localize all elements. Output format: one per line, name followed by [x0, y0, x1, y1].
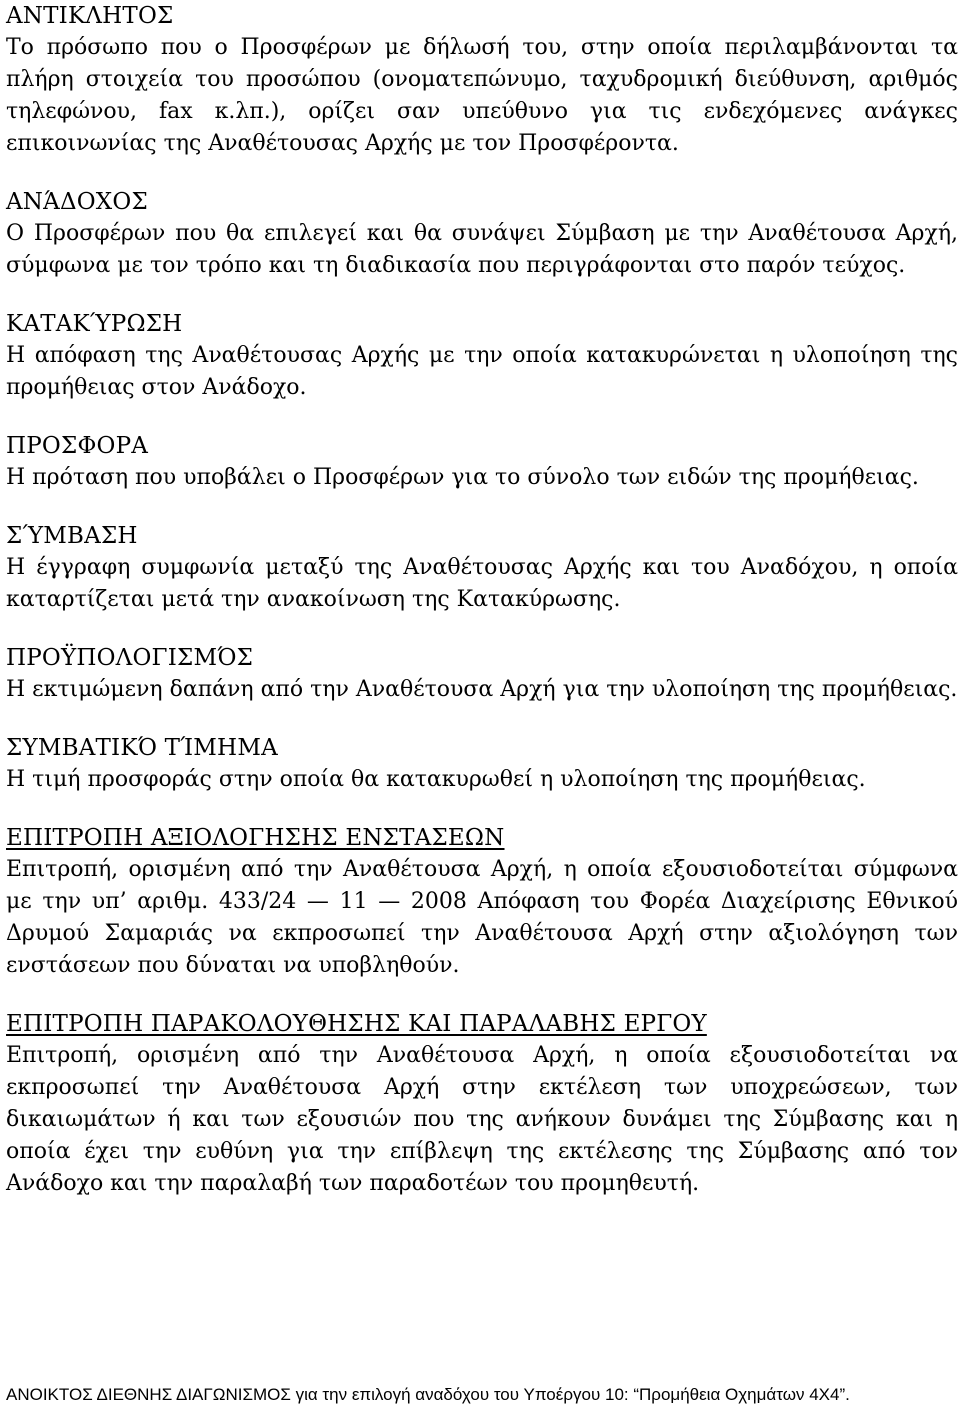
section-gap [6, 404, 958, 430]
section-gap [6, 282, 958, 308]
definition-epitropi-enstaseon [6, 822, 958, 982]
section-gap [6, 494, 958, 520]
section-heading: ΠΡΟΫΠΟΛΟΓΙΣΜΌΣ [6, 645, 254, 671]
section-text: Η πρόταση που υποβάλει ο Προσφέρων για το σύνολο των ειδών της προμήθειας. [6, 465, 919, 490]
section-gap [6, 796, 958, 822]
section-gap [6, 616, 958, 642]
section-text: Το πρόσωπο που ο Προσφέρων με δήλωσή του, στην οποία περιλαμβάνονται τα πλήρη στοιχεία του προσώπου (ονοματεπώνυμο, ταχυδρομική διεύθυνση, αριθμός τηλεφώνου, fax κ.λπ.), ορίζει σαν υπεύθυνο για τις ενδεχόμενες ανάγκες επικοινωνίας της Αναθέτουσας Αρχής με τον Προσφέροντα. [6, 35, 958, 156]
section-text: Η έγγραφη συμφωνία μεταξύ της Αναθέτουσας Αρχής και του Αναδόχου, η οποία καταρτίζεται μετά την ανακοίνωση της Κατακύρωσης. [6, 555, 958, 612]
section-heading: ΚΑΤΑΚΎΡΩΣΗ [6, 311, 183, 337]
definition-katakyrosi [6, 308, 958, 404]
section-heading: ΕΠΙΤΡΟΠΗ ΑΞΙΟΛΟΓΗΣΗΣ ΕΝΣΤΑΣΕΩΝ [6, 825, 505, 851]
definition-prosfora [6, 430, 958, 494]
section-heading: ΑΝΤΙΚΛΗΤΟΣ [6, 3, 174, 29]
section-heading: ΕΠΙΤΡΟΠΗ ΠΑΡΑΚΟΛΟΥΘΗΣΗΣ ΚΑΙ ΠΑΡΑΛΑΒΗΣ ΕΡΓΟΥ [6, 1011, 707, 1037]
section-text: Η εκτιμώμενη δαπάνη από την Αναθέτουσα Αρχή για την υλοποίηση της προμήθειας. [6, 677, 958, 702]
section-text: Ο Προσφέρων που θα επιλεγεί και θα συνάψει Σύμβαση με την Αναθέτουσα Αρχή, σύμφωνα με τον τρόπο και τη διαδικασία που περιγράφονται στο παρόν τεύχος. [6, 221, 958, 278]
definition-proypologismos [6, 642, 958, 706]
page-footer: ΑΝΟΙΚΤΟΣ ΔΙΕΘΝΗΣ ΔΙΑΓΩΝΙΣΜΟΣ για την επιλογή αναδόχου του Υποέργου 10: “Προμήθεια Οχημάτων 4Χ4”. [6, 1385, 850, 1404]
definition-epitropi-paralavis [6, 1008, 958, 1200]
section-heading: ΣΎΜΒΑΣΗ [6, 523, 138, 549]
document-page [6, 0, 958, 1200]
definition-antikliitos [6, 0, 958, 160]
section-gap [6, 982, 958, 1008]
definition-symvatiko-timima [6, 732, 958, 796]
section-gap [6, 706, 958, 732]
section-heading: ΣΥΜΒΑΤΙΚΌ ΤΊΜΗΜΑ [6, 735, 278, 761]
section-heading: ΠΡΟΣΦΟΡΑ [6, 433, 149, 459]
section-text: Επιτροπή, ορισμένη από την Αναθέτουσα Αρχή, η οποία εξουσιοδοτείται σύμφωνα με την υπ’ αριθμ. 433/24 — 11 — 2008 Απόφαση του Φορέα Διαχείρισης Εθνικού Δρυμού Σαμαριάς να εκπροσωπεί την Αναθέτουσα Αρχή στην αξιολόγηση των ενστάσεων που δύναται να υποβληθούν. [6, 857, 958, 978]
section-heading: ΑΝΆΔΟΧΟΣ [6, 189, 148, 215]
definition-symvasi [6, 520, 958, 616]
section-text: Η τιμή προσφοράς στην οποία θα κατακυρωθεί η υλοποίηση της προμήθειας. [6, 767, 866, 792]
section-gap [6, 160, 958, 186]
section-text: Η απόφαση της Αναθέτουσας Αρχής με την οποία κατακυρώνεται η υλοποίηση της προμήθειας στον Ανάδοχο. [6, 343, 958, 400]
section-text: Επιτροπή, ορισμένη από την Αναθέτουσα Αρχή, η οποία εξουσιοδοτείται να εκπροσωπεί την Αναθέτουσα Αρχή στην εκτέλεση των υποχρεώσεων, των δικαιωμάτων ή και των εξουσιών που της ανήκουν δυνάμει της Σύμβασης και η οποία έχει την ευθύνη για την επίβλεψη της εκτέλεσης της Σύμβασης από τον Ανάδοχο και την παραλαβή των παραδοτέων του προμηθευτή. [6, 1043, 958, 1196]
definition-anadoxos [6, 186, 958, 282]
